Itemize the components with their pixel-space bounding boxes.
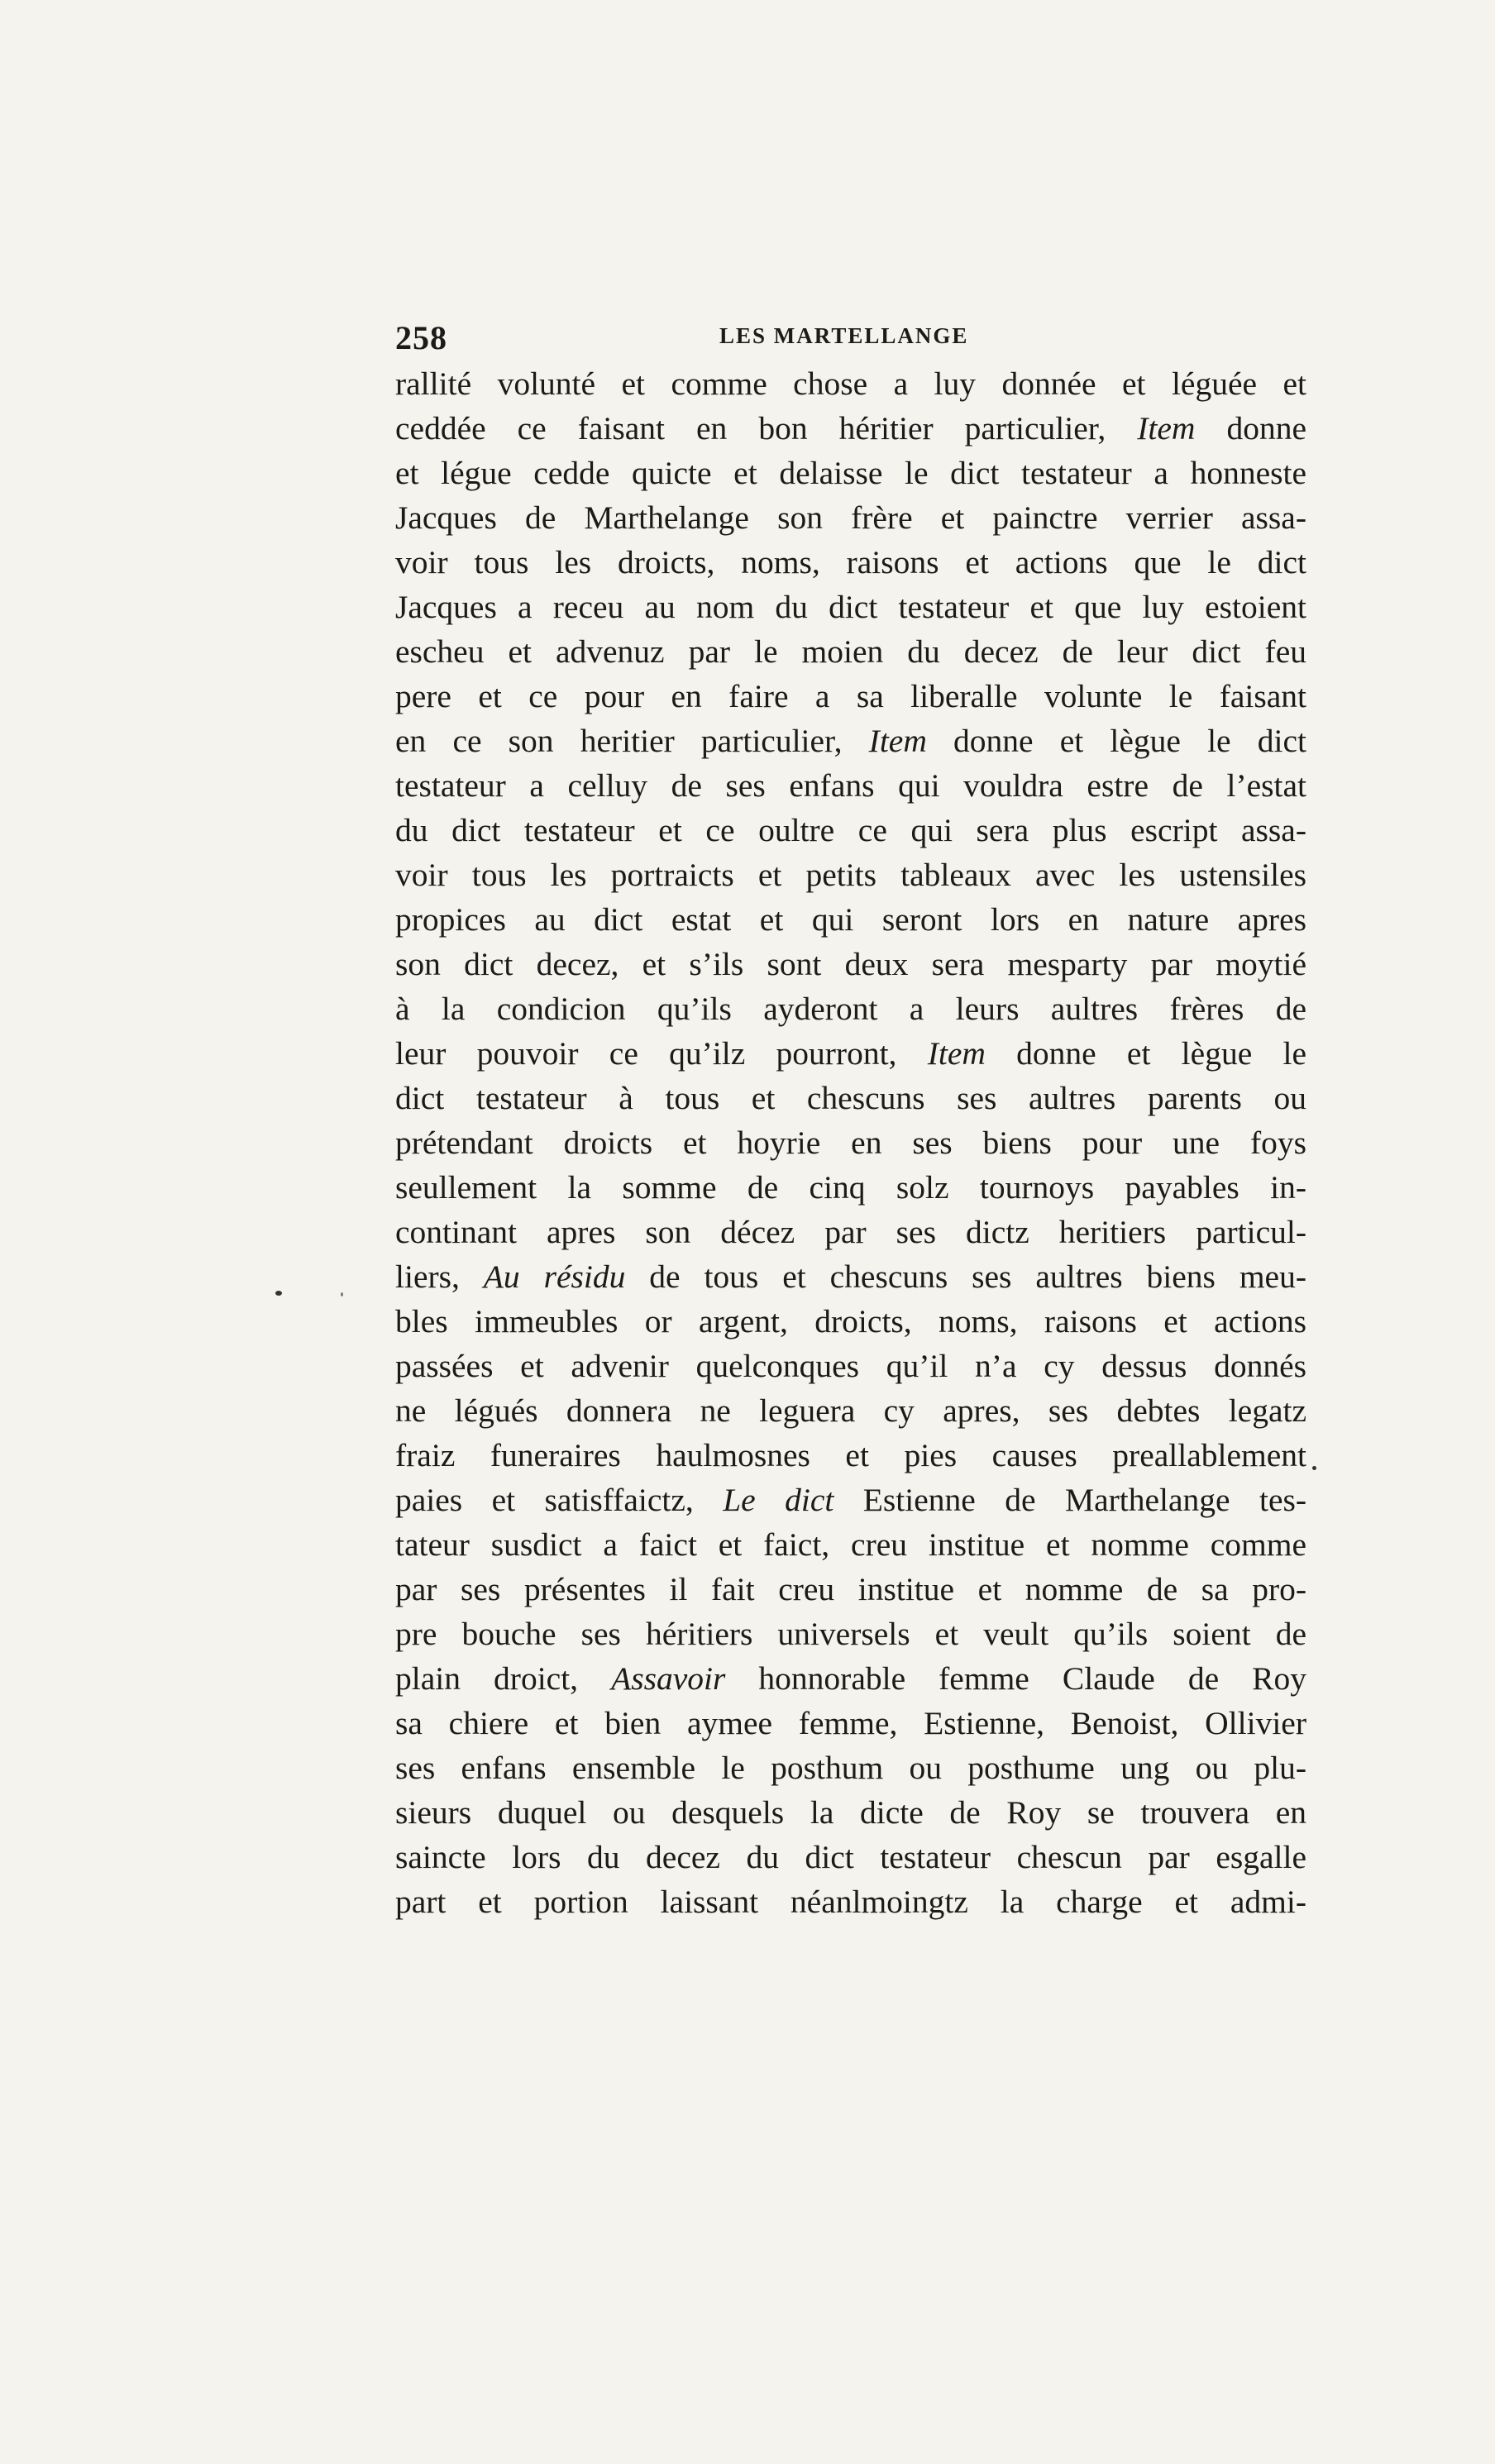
- margin-speck: [341, 1292, 343, 1296]
- text-segment: testateur a celluy de ses enfans qui vouldra estre de l’estat: [395, 767, 1306, 804]
- margin-speck: [1312, 1466, 1316, 1470]
- text-segment: ne légués donnera ne leguera cy apres, ses debtes legatz: [395, 1392, 1306, 1429]
- text-segment: propices au dict estat et qui seront lors en nature apres: [395, 901, 1306, 938]
- text-segment: dict testateur à tous et chescuns ses aultres parents ou: [395, 1080, 1306, 1116]
- text-line: [395, 406, 1306, 451]
- text-line: [395, 629, 1306, 674]
- italic-text: Le dict: [723, 1482, 834, 1518]
- text-segment: rallité volunté et comme chose a luy donnée et léguée et: [395, 365, 1306, 402]
- text-segment: continant apres son décez par ses dictz heritiers particul-: [395, 1214, 1306, 1250]
- text-line: [395, 1165, 1306, 1210]
- text-line: [395, 585, 1306, 629]
- text-line: [395, 1120, 1306, 1165]
- text-segment: pre bouche ses héritiers universels et veult qu’ils soient de: [395, 1616, 1306, 1652]
- text-line: [395, 1567, 1306, 1612]
- text-line: [395, 1790, 1306, 1835]
- text-segment: pere et ce pour en faire a sa liberalle volunte le faisant: [395, 678, 1306, 714]
- text-segment: Jacques de Marthelange son frère et painctre verrier assa-: [395, 499, 1306, 536]
- text-segment: leur pouvoir ce qu’ilz pourront,: [395, 1035, 928, 1072]
- text-segment: du dict testateur et ce oultre ce qui sera plus escript assa-: [395, 812, 1306, 848]
- text-line: [395, 540, 1306, 585]
- text-line: [395, 1076, 1306, 1120]
- text-segment: passées et advenir quelconques qu’il n’a cy dessus donnés: [395, 1348, 1306, 1384]
- text-line: [395, 1031, 1306, 1076]
- text-line: [395, 361, 1306, 406]
- text-segment: sieurs duquel ou desquels la dicte de Roy se trouvera en: [395, 1794, 1306, 1831]
- margin-speck: [275, 1291, 282, 1296]
- text-line: [395, 1612, 1306, 1656]
- text-line: [395, 674, 1306, 719]
- body-text: [395, 361, 1306, 1924]
- text-segment: donne: [1195, 410, 1306, 446]
- text-segment: ceddée ce faisant en bon héritier particulier,: [395, 410, 1138, 446]
- text-line: [395, 719, 1306, 763]
- page-header: [395, 318, 1306, 360]
- text-segment: ses enfans ensemble le posthum ou posthume ung ou plu-: [395, 1750, 1306, 1786]
- text-line: [395, 495, 1306, 540]
- text-segment: paies et satisffaictz,: [395, 1482, 724, 1518]
- text-segment: voir tous les droicts, noms, raisons et actions que le dict: [395, 544, 1306, 580]
- text-segment: tateur susdict a faict et faict, creu institue et nomme comme: [395, 1526, 1306, 1563]
- running-title: LES MARTELLANGE: [719, 323, 969, 348]
- text-line: [395, 1299, 1306, 1344]
- text-line: [395, 1478, 1306, 1522]
- text-segment: bles immeubles or argent, droicts, noms, raisons et actions: [395, 1303, 1306, 1339]
- text-line: [395, 1344, 1306, 1388]
- text-segment: et légue cedde quicte et delaisse le dict testateur a honneste: [395, 455, 1306, 491]
- text-segment: à la condicion qu’ils ayderont a leurs aultres frères de: [395, 991, 1306, 1027]
- text-line: [395, 1522, 1306, 1567]
- text-segment: part et portion laissant néanlmoingtz la charge et admi-: [395, 1884, 1306, 1920]
- text-segment: de tous et chescuns ses aultres biens meu-: [625, 1258, 1306, 1295]
- italic-text: Item: [1137, 410, 1196, 446]
- text-line: [395, 852, 1306, 897]
- text-segment: escheu et advenuz par le moien du decez de leur dict feu: [395, 633, 1306, 670]
- text-line: [395, 1835, 1306, 1879]
- text-segment: donne et lègue le: [985, 1035, 1306, 1072]
- text-line: [395, 1701, 1306, 1745]
- text-segment: Estienne de Marthelange tes-: [833, 1482, 1307, 1518]
- text-line: [395, 808, 1306, 852]
- text-line: [395, 1433, 1306, 1478]
- text-segment: sa chiere et bien aymee femme, Estienne, Benoist, Ollivier: [395, 1705, 1306, 1741]
- text-segment: prétendant droicts et hoyrie en ses biens pour une foys: [395, 1125, 1306, 1161]
- text-line: [395, 986, 1306, 1031]
- text-line: [395, 1656, 1306, 1701]
- text-segment: en ce son heritier particulier,: [395, 723, 869, 759]
- text-line: [395, 897, 1306, 942]
- text-line: [395, 1879, 1306, 1924]
- text-line: [395, 451, 1306, 495]
- text-line: [395, 942, 1306, 986]
- italic-text: Au résidu: [483, 1258, 626, 1295]
- text-segment: liers,: [395, 1258, 484, 1295]
- text-line: [395, 1388, 1306, 1433]
- text-segment: voir tous les portraicts et petits tableaux avec les ustensiles: [395, 857, 1306, 893]
- text-line: [395, 1745, 1306, 1790]
- text-segment: donne et lègue le dict: [926, 723, 1306, 759]
- italic-text: Item: [868, 723, 927, 759]
- text-segment: seullement la somme de cinq solz tournoys payables in-: [395, 1169, 1306, 1206]
- text-line: [395, 1254, 1306, 1299]
- text-segment: par ses présentes il fait creu institue et nomme de sa pro-: [395, 1571, 1306, 1607]
- text-line: [395, 1210, 1306, 1254]
- text-segment: honnorable femme Claude de Roy: [725, 1660, 1306, 1697]
- italic-text: Item: [927, 1035, 986, 1072]
- page-number: 258: [395, 319, 447, 356]
- text-segment: Jacques a receu au nom du dict testateur et que luy estoient: [395, 589, 1306, 625]
- text-segment: son dict decez, et s’ils sont deux sera mesparty par moytié: [395, 946, 1306, 982]
- text-segment: plain droict,: [395, 1660, 612, 1697]
- text-line: [395, 763, 1306, 808]
- text-segment: saincte lors du decez du dict testateur chescun par esgalle: [395, 1839, 1306, 1875]
- italic-text: Assavoir: [611, 1660, 726, 1697]
- text-segment: fraiz funeraires haulmosnes et pies causes preallablement: [395, 1437, 1306, 1473]
